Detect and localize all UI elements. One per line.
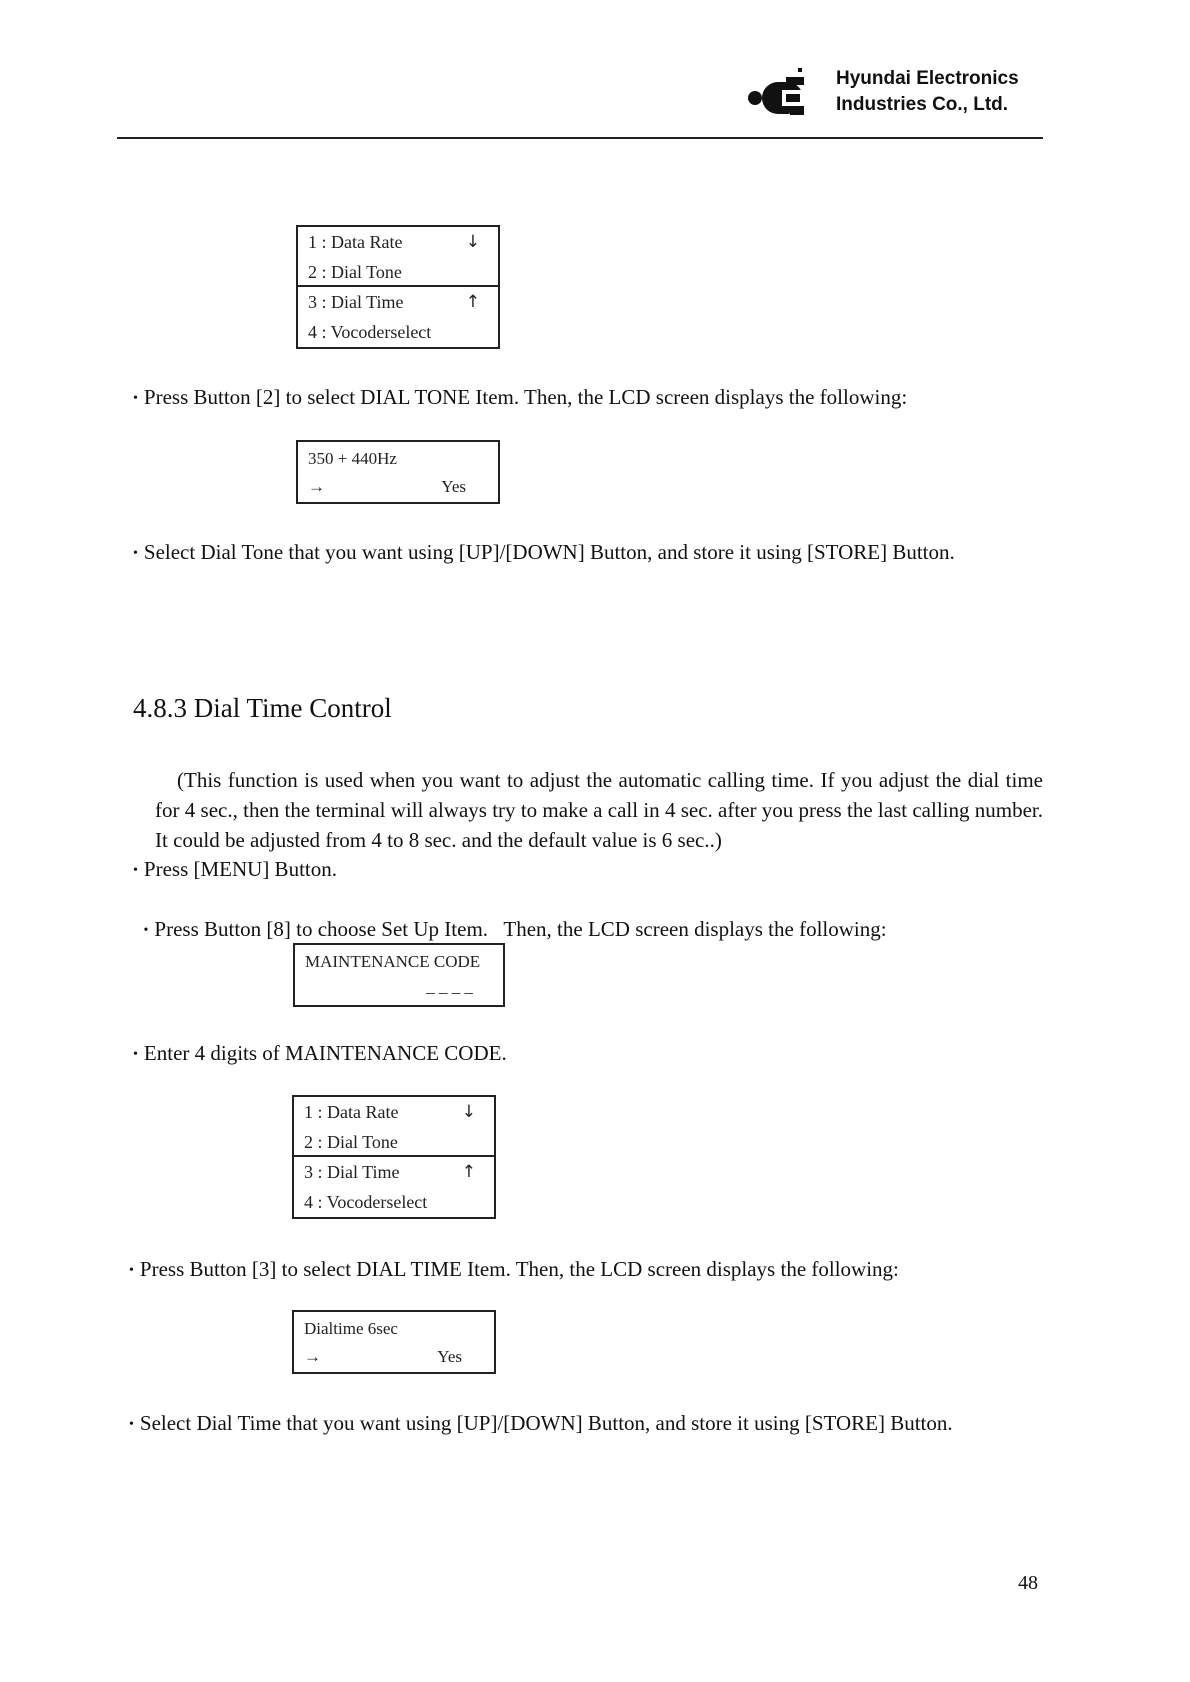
lcd-line: MAINTENANCE CODE bbox=[305, 952, 481, 971]
bullet: • bbox=[133, 391, 138, 406]
company-name bbox=[836, 66, 1019, 118]
instruction-store-dial-time bbox=[129, 1408, 953, 1442]
lcd-menu-item bbox=[298, 317, 498, 347]
instruction-text: Press Button [2] to select DIAL TONE Item. Then, the LCD screen displays the following: bbox=[143, 385, 908, 409]
instruction-text: Press Button [8] to choose Set Up Item. Then, the LCD screen displays the following: bbox=[154, 917, 887, 941]
lcd-maintenance-code-screen bbox=[293, 943, 505, 1007]
bullet: • bbox=[133, 1047, 138, 1062]
instruction-press-menu bbox=[133, 854, 337, 888]
bullet: • bbox=[129, 1417, 134, 1432]
lcd-dial-tone-screen bbox=[296, 440, 500, 504]
page-number: 48 bbox=[1018, 1572, 1038, 1594]
lcd-menu-item bbox=[294, 1187, 494, 1217]
lcd-menu-item bbox=[298, 287, 498, 317]
company-name-line1: Hyundai Electronics bbox=[836, 68, 1019, 89]
instruction-text: Select Dial Tone that you want using [UP]/[DOWN] Button, and store it using [STORE] Button. bbox=[143, 540, 955, 564]
lcd-menu-item bbox=[294, 1157, 494, 1187]
instruction-choose-setup bbox=[133, 884, 887, 948]
bullet: • bbox=[133, 546, 138, 561]
lcd-menu-item bbox=[294, 1097, 494, 1127]
right-arrow-icon: → bbox=[304, 1347, 321, 1366]
lcd-menu-item-label: 2 : Dial Tone bbox=[308, 262, 402, 282]
bullet: • bbox=[129, 1263, 134, 1278]
down-arrow-icon: ↓ bbox=[465, 232, 480, 252]
lcd-code-dashes: _ _ _ _ bbox=[426, 977, 473, 996]
lcd-dial-time-screen bbox=[292, 1310, 496, 1374]
lcd-code-placeholder bbox=[295, 977, 503, 1001]
up-arrow-icon: ↑ bbox=[465, 292, 480, 312]
lcd-line bbox=[294, 1344, 494, 1370]
header-divider bbox=[117, 137, 1043, 139]
down-arrow-icon: ↓ bbox=[461, 1102, 476, 1122]
instruction-select-dial-tone bbox=[133, 382, 907, 416]
bullet: • bbox=[143, 923, 149, 938]
lcd-menu-item bbox=[298, 227, 498, 257]
instruction-select-dial-time bbox=[129, 1254, 899, 1288]
instruction-text: Press [MENU] Button. bbox=[143, 857, 337, 881]
right-arrow-icon: → bbox=[308, 477, 325, 496]
lcd-menu-item-label: 1 : Data Rate bbox=[304, 1102, 399, 1122]
lcd-menu-item-label: 3 : Dial Time bbox=[304, 1162, 400, 1182]
bullet: • bbox=[133, 863, 138, 878]
lcd-menu-item-label: 2 : Dial Tone bbox=[304, 1132, 398, 1152]
lcd-menu-item bbox=[298, 257, 498, 287]
instruction-text: Press Button [3] to select DIAL TIME Item. Then, the LCD screen displays the following: bbox=[139, 1257, 899, 1281]
instruction-text: Select Dial Time that you want using [UP]/[DOWN] Button, and store it using [STORE] Button. bbox=[139, 1411, 953, 1435]
lcd-line: Dialtime 6sec bbox=[304, 1319, 398, 1338]
lcd-menu-item-label: 3 : Dial Time bbox=[308, 292, 404, 312]
lcd-menu-item-label: 1 : Data Rate bbox=[308, 232, 403, 252]
up-arrow-icon: ↑ bbox=[461, 1162, 476, 1182]
lcd-menu-screen-1 bbox=[296, 225, 500, 349]
lcd-menu-item-label: 4 : Vocoderselect bbox=[304, 1192, 428, 1212]
instruction-enter-code bbox=[133, 1038, 507, 1072]
instruction-store-dial-tone bbox=[133, 537, 955, 571]
instruction-text: Enter 4 digits of MAINTENANCE CODE. bbox=[143, 1041, 507, 1065]
intro-paragraph: (This function is used when you want to adjust the automatic calling time. If you adjust the dial time for 4 sec., then the terminal will always try to make a call in 4 sec. after you press the last calling number. It could be adjusted from 4 to 8 sec. and the default value is 6 sec..) bbox=[155, 768, 1043, 852]
lcd-menu-item-label: 4 : Vocoderselect bbox=[308, 322, 432, 342]
lcd-line bbox=[298, 474, 498, 500]
company-name-line2: Industries Co., Ltd. bbox=[836, 94, 1009, 115]
lcd-confirm-label: Yes bbox=[441, 477, 466, 496]
section-heading: 4.8.3 Dial Time Control bbox=[133, 693, 392, 723]
lcd-line: 350 + 440Hz bbox=[308, 449, 397, 468]
lcd-menu-screen-2 bbox=[292, 1095, 496, 1219]
lcd-menu-item bbox=[294, 1127, 494, 1157]
lcd-confirm-label: Yes bbox=[437, 1347, 462, 1366]
company-logo bbox=[748, 68, 818, 118]
